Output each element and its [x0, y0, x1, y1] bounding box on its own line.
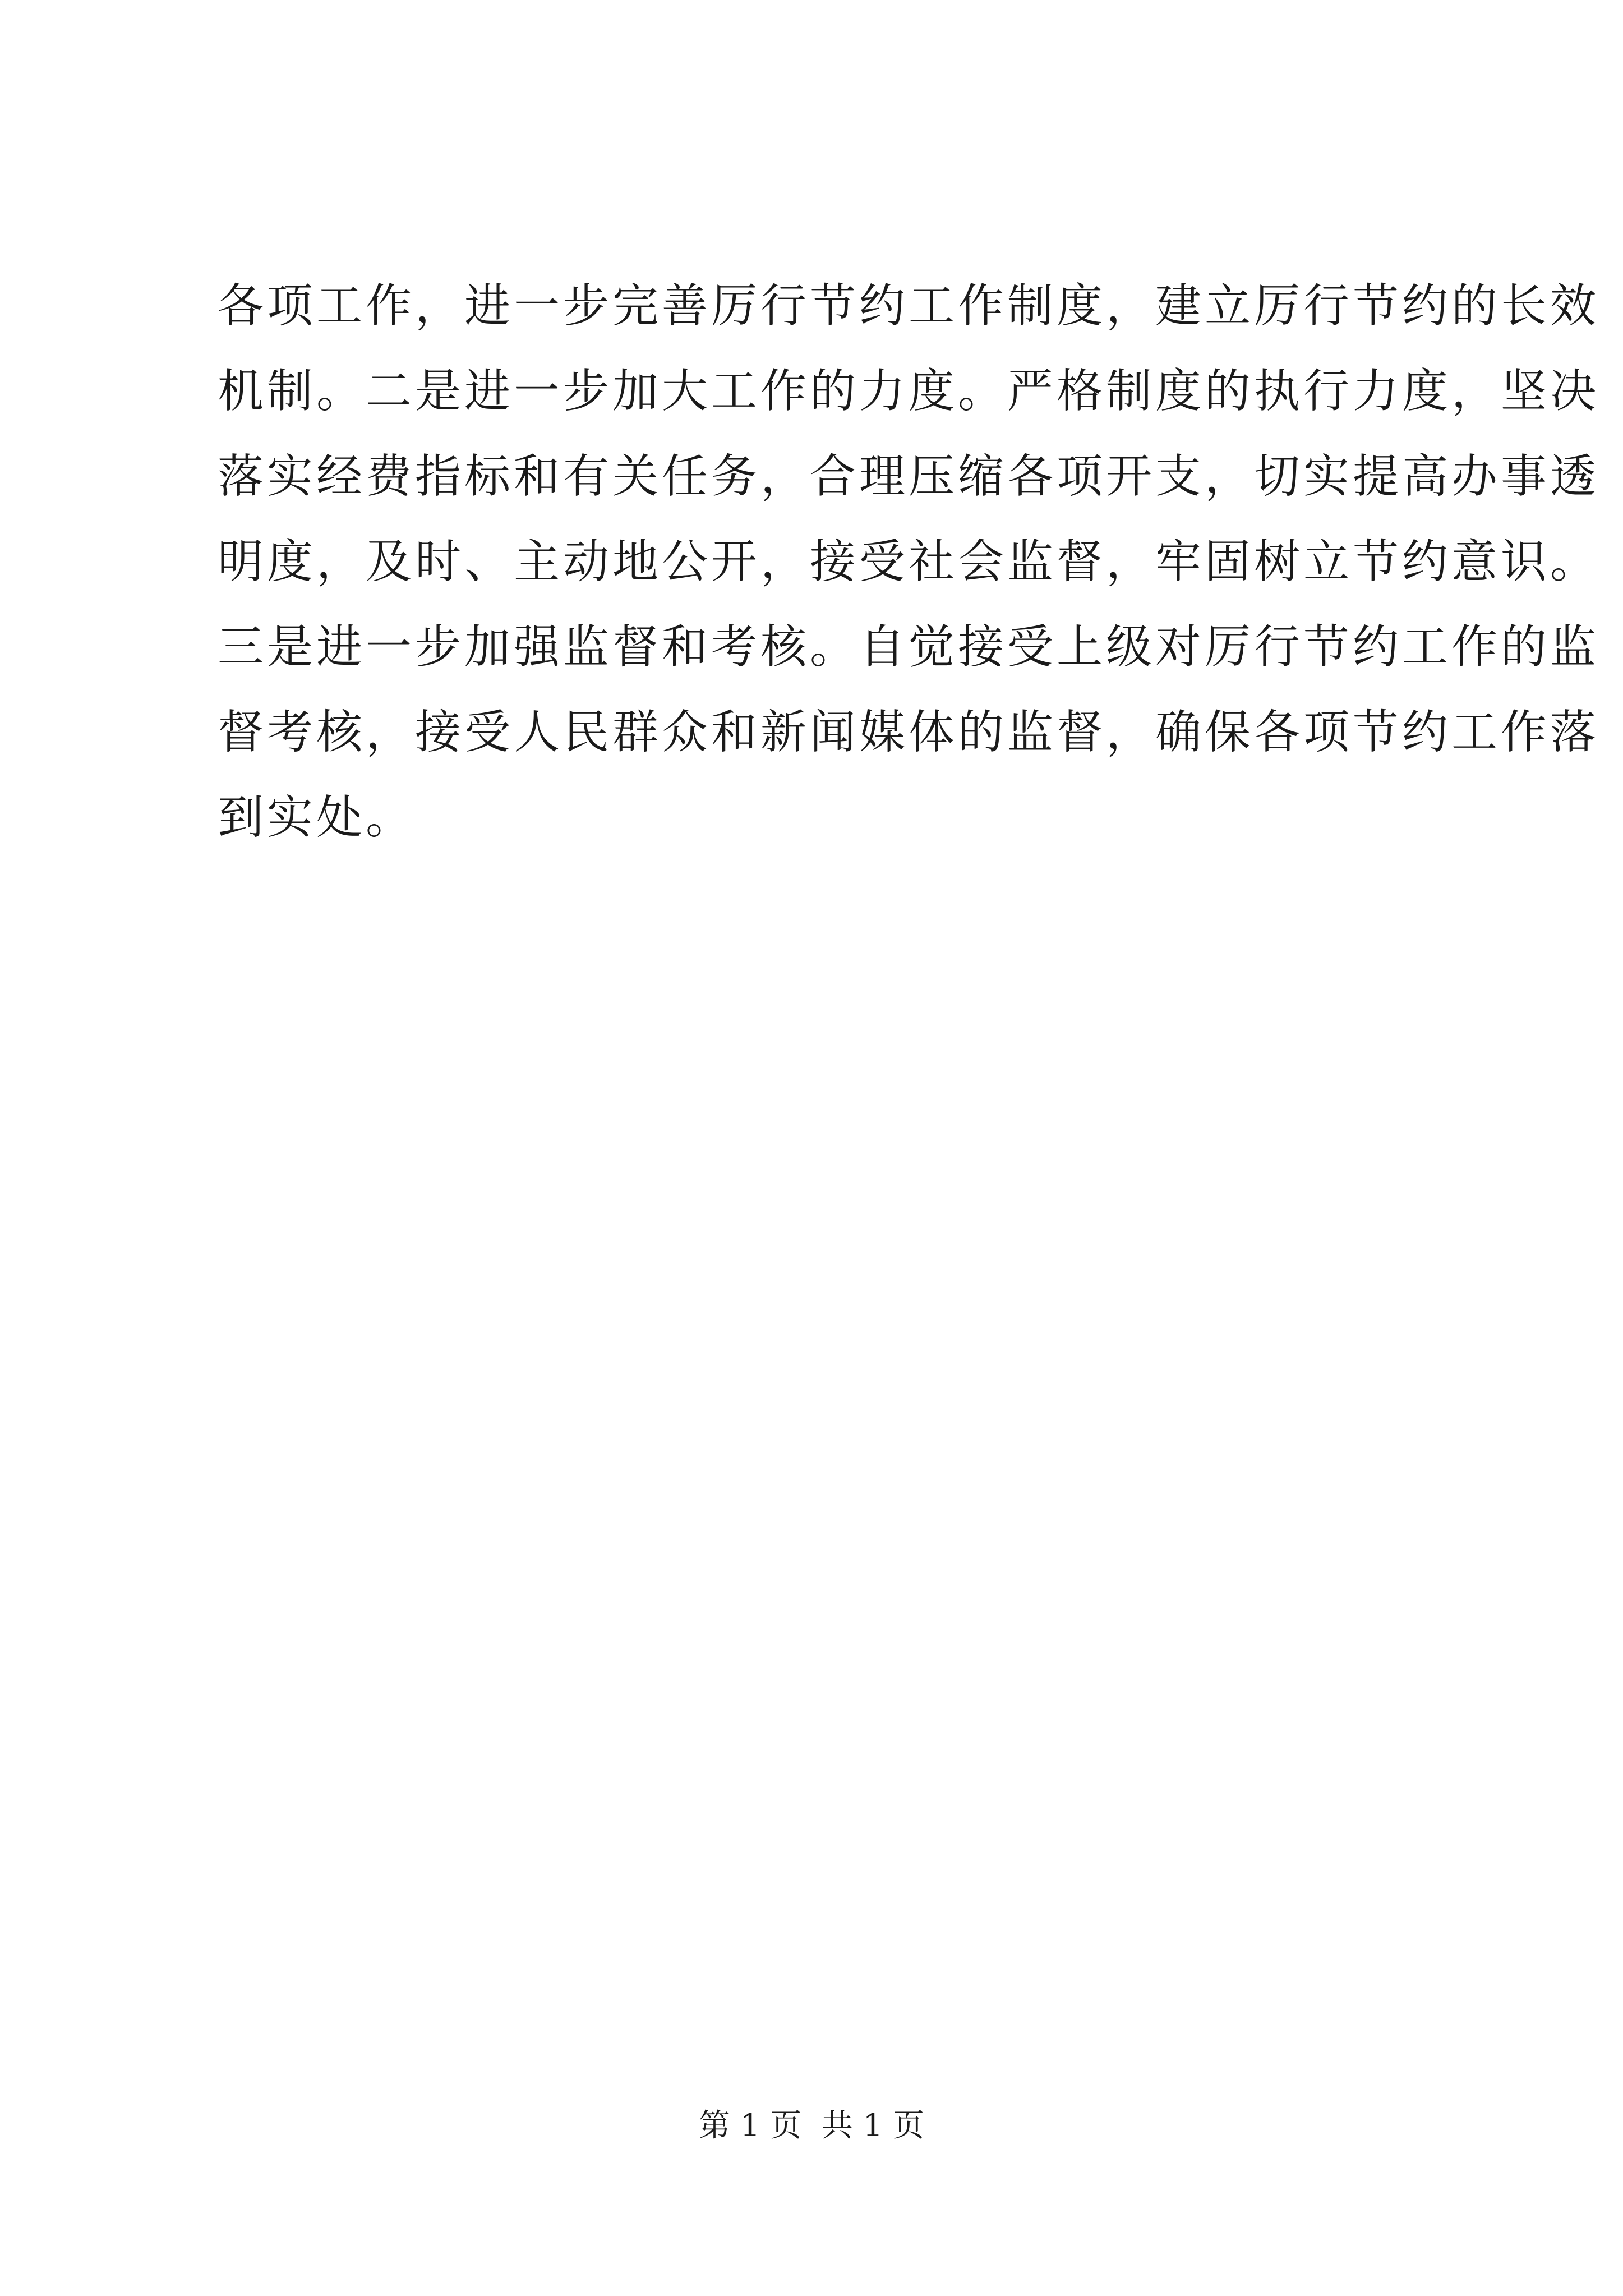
- text-line: 各项工作，进一步完善厉行节约工作制度，建立厉行节约的长效: [218, 279, 1600, 333]
- text-line: 督考核，接受人民群众和新闻媒体的监督，确保各项节约工作落: [218, 706, 1600, 759]
- text-line: 三是进一步加强监督和考核。自觉接受上级对厉行节约工作的监: [218, 620, 1600, 674]
- text-line: 明度，及时、主动地公开，接受社会监督，牢固树立节约意识。: [218, 535, 1600, 588]
- text-line: 到实处。: [218, 791, 416, 844]
- text-line: 机制。二是进一步加大工作的力度。严格制度的执行力度，坚决: [218, 365, 1600, 418]
- body-paragraph: [218, 264, 1600, 861]
- page-number-footer: 第 1 页 共 1 页: [698, 2108, 925, 2144]
- text-line: 落实经费指标和有关任务，合理压缩各项开支，切实提高办事透: [218, 450, 1600, 503]
